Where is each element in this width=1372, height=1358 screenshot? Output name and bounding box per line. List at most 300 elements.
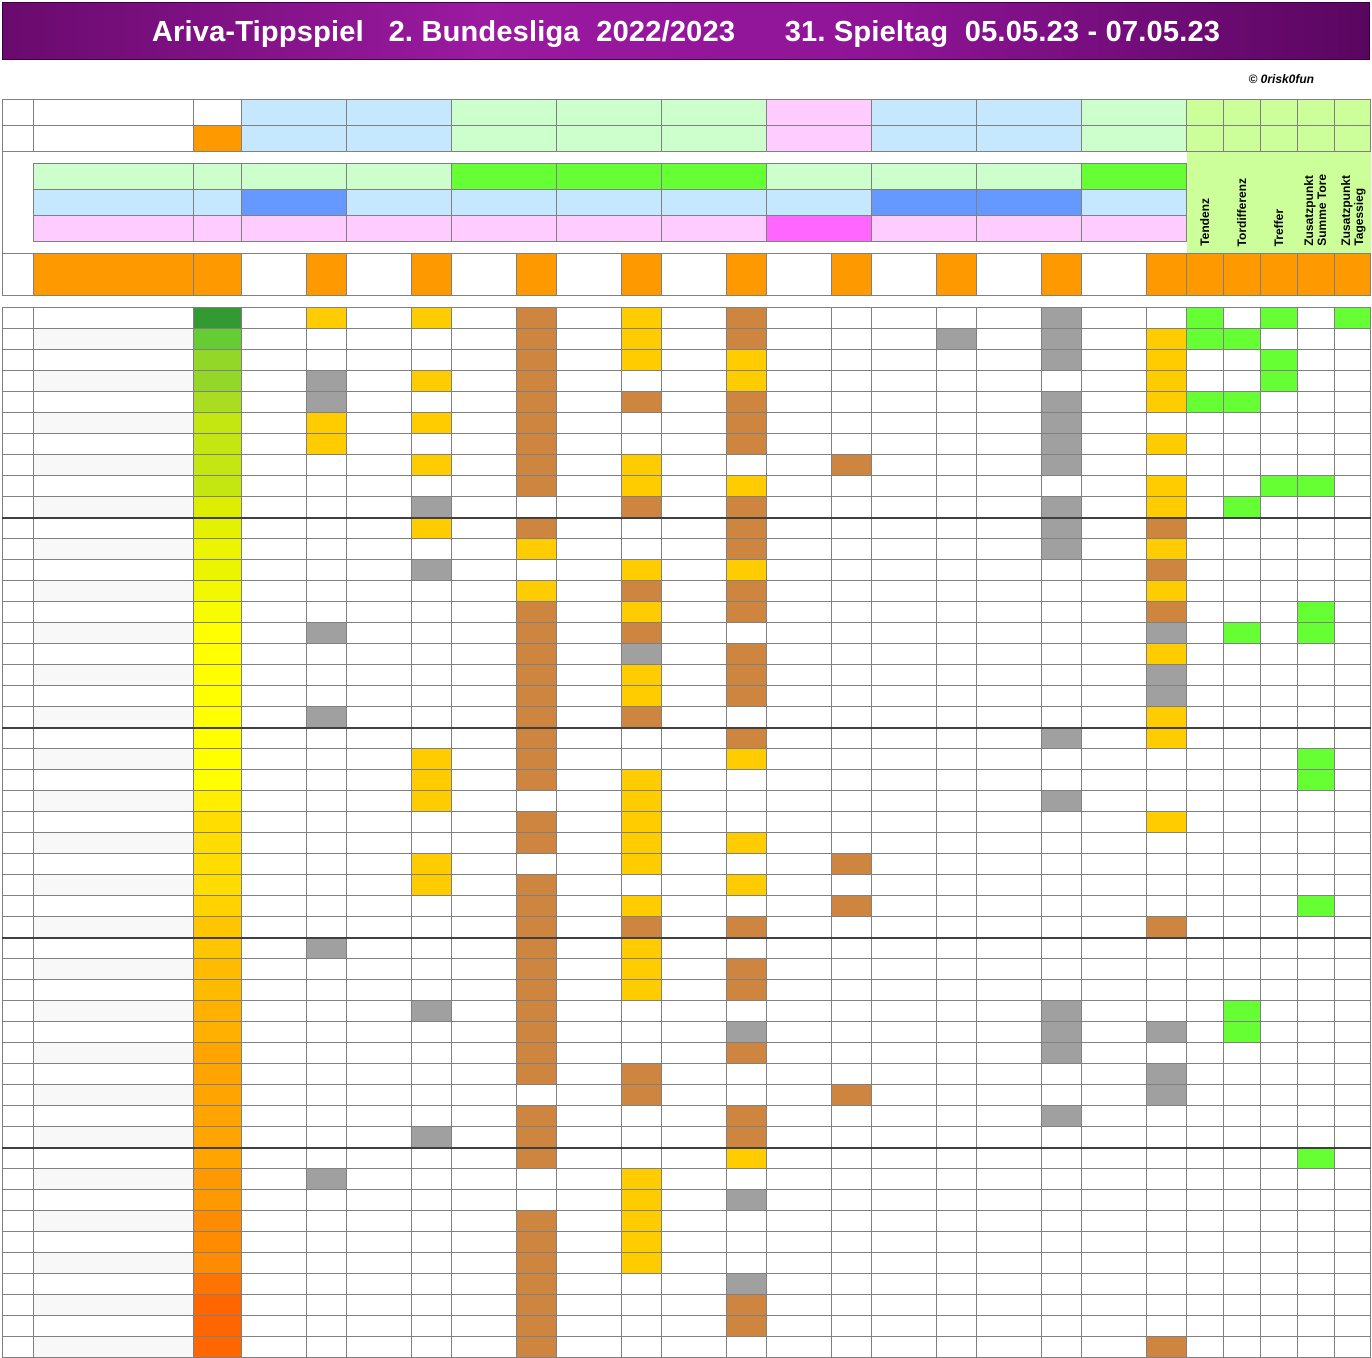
tipper-number xyxy=(3,980,34,1001)
summary-blank xyxy=(194,164,242,190)
tip-points xyxy=(937,1127,977,1148)
tip-points xyxy=(832,1064,872,1085)
tip-points xyxy=(1042,854,1082,875)
tipper-number xyxy=(3,350,34,371)
player-row xyxy=(3,1001,1371,1022)
category-value xyxy=(1187,392,1224,413)
tip-points xyxy=(517,1148,557,1169)
tip-points xyxy=(832,602,872,623)
category-value xyxy=(1298,1211,1335,1232)
game-points xyxy=(832,254,872,296)
tip-score xyxy=(767,1316,832,1337)
tip-points xyxy=(517,686,557,707)
category-value xyxy=(1335,854,1371,875)
player-row xyxy=(3,1232,1371,1253)
points-blank xyxy=(872,254,937,296)
tipper-name xyxy=(34,1232,194,1253)
tip-points xyxy=(412,854,452,875)
tip-points xyxy=(1042,959,1082,980)
player-row xyxy=(3,308,1371,329)
game-name xyxy=(872,100,977,126)
category-value xyxy=(1187,371,1224,392)
game-points xyxy=(622,254,662,296)
spacer xyxy=(3,152,34,254)
category-value xyxy=(1298,749,1335,770)
tip-score xyxy=(977,455,1042,476)
tip-points xyxy=(937,980,977,1001)
tip-score xyxy=(242,623,307,644)
tip-score xyxy=(977,1085,1042,1106)
category-value xyxy=(1261,476,1298,497)
tipper-name xyxy=(34,1064,194,1085)
category-value xyxy=(1224,602,1261,623)
tip-score xyxy=(452,434,517,455)
category-value xyxy=(1261,1211,1298,1232)
day-score xyxy=(194,1148,242,1169)
spacer xyxy=(34,242,242,254)
category-value xyxy=(1298,1148,1335,1169)
tip-points xyxy=(1147,938,1187,959)
tip-score xyxy=(347,1127,412,1148)
player-row xyxy=(3,1295,1371,1316)
tip-points xyxy=(1042,308,1082,329)
tip-points xyxy=(1042,980,1082,1001)
tip-score xyxy=(557,896,622,917)
day-score xyxy=(194,1253,242,1274)
tip-points xyxy=(727,1022,767,1043)
category-value xyxy=(1224,686,1261,707)
tip-points xyxy=(517,350,557,371)
tip-points xyxy=(1042,350,1082,371)
tip-score xyxy=(452,917,517,938)
tip-points xyxy=(622,1148,662,1169)
day-score xyxy=(194,1274,242,1295)
category-value xyxy=(1187,812,1224,833)
standings-table xyxy=(2,99,1371,1358)
tip-score xyxy=(557,350,622,371)
tip-score xyxy=(557,308,622,329)
category-value xyxy=(1335,1022,1371,1043)
tip-score xyxy=(347,1043,412,1064)
tip-score xyxy=(767,1190,832,1211)
points-blank xyxy=(557,254,622,296)
category-value xyxy=(1261,350,1298,371)
tip-score xyxy=(872,1022,937,1043)
tip-score xyxy=(662,1064,727,1085)
tip-score xyxy=(977,434,1042,455)
tip-points xyxy=(622,1043,662,1064)
tip-score xyxy=(347,833,412,854)
tip-points xyxy=(727,1001,767,1022)
tip-score xyxy=(347,812,412,833)
game-result xyxy=(242,126,347,152)
tip-score xyxy=(1082,602,1147,623)
tip-points xyxy=(1042,1316,1082,1337)
game-points xyxy=(517,254,557,296)
tip-points xyxy=(1147,1232,1187,1253)
tipper-name xyxy=(34,602,194,623)
tipper-number xyxy=(3,539,34,560)
tip-score xyxy=(452,581,517,602)
tip-score xyxy=(1082,812,1147,833)
tip-score xyxy=(662,1085,727,1106)
tip-score xyxy=(1082,1316,1147,1337)
tipper-name xyxy=(34,434,194,455)
tip-score xyxy=(662,707,727,728)
tip-points xyxy=(517,413,557,434)
tip-score xyxy=(767,1253,832,1274)
category-value xyxy=(1261,539,1298,560)
tip-score xyxy=(977,917,1042,938)
tip-points xyxy=(1147,980,1187,1001)
category-value xyxy=(1224,1337,1261,1358)
tip-points xyxy=(517,392,557,413)
tip-score xyxy=(1082,1211,1147,1232)
tip-score xyxy=(347,1022,412,1043)
tip-score xyxy=(662,833,727,854)
tip-points xyxy=(727,896,767,917)
points-blank xyxy=(1082,254,1147,296)
tip-points xyxy=(412,560,452,581)
tip-score xyxy=(767,938,832,959)
tip-score xyxy=(662,1043,727,1064)
tip-points xyxy=(517,434,557,455)
spacer xyxy=(3,296,34,308)
tip-score xyxy=(242,938,307,959)
tipper-name xyxy=(34,791,194,812)
tip-score xyxy=(242,476,307,497)
summary-blank xyxy=(194,190,242,216)
category-value xyxy=(1335,728,1371,749)
category-value xyxy=(1335,749,1371,770)
category-value xyxy=(1261,1232,1298,1253)
tip-score xyxy=(347,959,412,980)
player-row xyxy=(3,1316,1371,1337)
tip-points xyxy=(412,413,452,434)
tip-points xyxy=(622,308,662,329)
tip-points xyxy=(1042,329,1082,350)
tipper-number xyxy=(3,644,34,665)
category-value xyxy=(1187,1316,1224,1337)
tipper-name xyxy=(34,560,194,581)
tip-points xyxy=(1147,1253,1187,1274)
category-value xyxy=(1298,1316,1335,1337)
tip-points xyxy=(412,812,452,833)
tip-points xyxy=(832,308,872,329)
tip-score xyxy=(662,791,727,812)
tip-points xyxy=(622,833,662,854)
tip-points xyxy=(937,539,977,560)
tip-score xyxy=(452,497,517,518)
tip-score xyxy=(242,1022,307,1043)
category-value xyxy=(1335,539,1371,560)
tip-points xyxy=(1042,812,1082,833)
tip-score xyxy=(242,770,307,791)
category-points xyxy=(1261,254,1298,296)
tip-score xyxy=(1082,938,1147,959)
category-label xyxy=(1187,152,1224,254)
category-value xyxy=(1261,1022,1298,1043)
tip-points xyxy=(1147,1001,1187,1022)
tipper-number xyxy=(3,749,34,770)
tip-score xyxy=(452,350,517,371)
tip-score xyxy=(662,602,727,623)
tip-points xyxy=(1042,917,1082,938)
tip-points xyxy=(937,770,977,791)
tip-score xyxy=(347,413,412,434)
tip-points xyxy=(622,1232,662,1253)
tip-points xyxy=(1042,560,1082,581)
tip-points xyxy=(1147,1169,1187,1190)
tip-points xyxy=(1147,455,1187,476)
tip-points xyxy=(727,434,767,455)
tipper-number xyxy=(3,1337,34,1358)
tip-points xyxy=(1042,476,1082,497)
tip-score xyxy=(557,1106,622,1127)
day-score xyxy=(194,539,242,560)
category-value xyxy=(1224,1316,1261,1337)
category-value xyxy=(1224,917,1261,938)
day-score xyxy=(194,686,242,707)
player-row xyxy=(3,1274,1371,1295)
tip-points xyxy=(517,1127,557,1148)
spacer xyxy=(977,296,1042,308)
category-value xyxy=(1187,686,1224,707)
tip-score xyxy=(977,518,1042,539)
tip-score xyxy=(347,665,412,686)
tip-score xyxy=(452,602,517,623)
tip-points xyxy=(1042,1085,1082,1106)
tip-count xyxy=(347,216,452,242)
tip-points xyxy=(832,812,872,833)
spacer xyxy=(557,242,662,254)
tip-points xyxy=(412,581,452,602)
category-value xyxy=(1261,560,1298,581)
tipper-number xyxy=(3,560,34,581)
copyright-credit: © 0risk0fun xyxy=(1248,72,1314,86)
tipper-number xyxy=(3,497,34,518)
tip-score xyxy=(767,1274,832,1295)
tip-points xyxy=(412,644,452,665)
tip-score xyxy=(452,329,517,350)
tip-points xyxy=(1147,518,1187,539)
tip-points xyxy=(622,497,662,518)
tip-score xyxy=(242,350,307,371)
player-row xyxy=(3,1064,1371,1085)
tip-score xyxy=(872,455,937,476)
tip-points xyxy=(832,896,872,917)
tip-score xyxy=(977,686,1042,707)
tip-score xyxy=(662,581,727,602)
day-score xyxy=(194,938,242,959)
tip-score xyxy=(872,1337,937,1358)
tip-score xyxy=(767,455,832,476)
tip-score xyxy=(1082,896,1147,917)
tip-score xyxy=(557,665,622,686)
category-value xyxy=(1187,1274,1224,1295)
tip-score xyxy=(557,1316,622,1337)
tip-score xyxy=(452,959,517,980)
tip-points xyxy=(517,623,557,644)
tipper-name xyxy=(34,644,194,665)
category-value xyxy=(1224,875,1261,896)
category-value xyxy=(1261,854,1298,875)
tip-points xyxy=(622,623,662,644)
tip-points xyxy=(727,1316,767,1337)
tip-score xyxy=(347,644,412,665)
tip-score xyxy=(872,476,937,497)
category-value xyxy=(1224,1106,1261,1127)
tip-points xyxy=(517,560,557,581)
tip-score xyxy=(347,308,412,329)
category-value xyxy=(1298,1295,1335,1316)
tip-score xyxy=(1082,1274,1147,1295)
tip-points xyxy=(307,350,347,371)
tipper-name xyxy=(34,1295,194,1316)
tip-score xyxy=(347,329,412,350)
tip-points xyxy=(1042,1253,1082,1274)
tip-points xyxy=(517,1337,557,1358)
category-value xyxy=(1224,1043,1261,1064)
category-value xyxy=(1187,1295,1224,1316)
category-value xyxy=(1298,686,1335,707)
tip-score xyxy=(872,602,937,623)
tip-score xyxy=(347,623,412,644)
tip-score xyxy=(662,1211,727,1232)
player-row xyxy=(3,1337,1371,1358)
tip-score xyxy=(767,896,832,917)
tip-score xyxy=(347,1085,412,1106)
tip-points xyxy=(727,308,767,329)
tip-score xyxy=(557,1127,622,1148)
tip-points xyxy=(1147,413,1187,434)
tip-score xyxy=(662,686,727,707)
tip-score xyxy=(557,1232,622,1253)
category-value xyxy=(1187,1337,1224,1358)
tip-score xyxy=(347,1253,412,1274)
tip-points xyxy=(307,455,347,476)
tip-points xyxy=(1147,581,1187,602)
game-points xyxy=(412,254,452,296)
tip-score xyxy=(242,1127,307,1148)
tip-score xyxy=(767,1148,832,1169)
player-row xyxy=(3,539,1371,560)
spacer xyxy=(347,242,452,254)
spacer xyxy=(1224,296,1261,308)
tip-score xyxy=(557,833,622,854)
spacer xyxy=(412,296,452,308)
tip-points xyxy=(727,497,767,518)
tip-score xyxy=(557,455,622,476)
category-value xyxy=(1261,497,1298,518)
tip-score xyxy=(872,1295,937,1316)
tip-score xyxy=(767,833,832,854)
tip-score xyxy=(977,1316,1042,1337)
tip-score xyxy=(452,392,517,413)
tip-score xyxy=(662,875,727,896)
tip-points xyxy=(622,1274,662,1295)
tip-score xyxy=(347,602,412,623)
tipper-number xyxy=(3,1043,34,1064)
category-value xyxy=(1298,1337,1335,1358)
tip-score xyxy=(662,371,727,392)
tip-score xyxy=(872,350,937,371)
category-value xyxy=(1224,1022,1261,1043)
spacer-row xyxy=(3,242,1371,254)
tip-points xyxy=(622,896,662,917)
tip-points xyxy=(412,518,452,539)
tip-score xyxy=(662,728,727,749)
title-banner xyxy=(2,2,1370,60)
day-score xyxy=(194,602,242,623)
tip-points xyxy=(307,1001,347,1022)
points-blank xyxy=(662,254,727,296)
tip-points xyxy=(727,1190,767,1211)
category-value xyxy=(1224,1190,1261,1211)
category-label xyxy=(1335,152,1371,254)
tip-points xyxy=(1147,749,1187,770)
tip-points xyxy=(937,854,977,875)
tip-points xyxy=(1147,707,1187,728)
tip-score xyxy=(872,392,937,413)
tip-score xyxy=(347,686,412,707)
category-weight xyxy=(1335,126,1371,152)
tip-points xyxy=(307,1253,347,1274)
tip-points xyxy=(517,371,557,392)
category-value xyxy=(1187,497,1224,518)
tipper-name xyxy=(34,371,194,392)
tipper-number xyxy=(3,1148,34,1169)
tip-points xyxy=(727,854,767,875)
tip-points xyxy=(517,812,557,833)
tip-points xyxy=(1147,686,1187,707)
tip-points xyxy=(1147,1043,1187,1064)
day-score xyxy=(194,1316,242,1337)
tip-points xyxy=(937,707,977,728)
category-value xyxy=(1298,980,1335,1001)
category-value xyxy=(1298,1085,1335,1106)
category-value xyxy=(1298,707,1335,728)
tipper-number xyxy=(3,1274,34,1295)
tip-score xyxy=(977,1001,1042,1022)
spacer xyxy=(242,296,307,308)
tip-points xyxy=(412,434,452,455)
day-score xyxy=(194,497,242,518)
category-points xyxy=(1335,254,1371,296)
tip-points xyxy=(832,854,872,875)
tip-score xyxy=(977,875,1042,896)
tip-score xyxy=(1082,686,1147,707)
tip-score xyxy=(347,518,412,539)
tip-count xyxy=(977,164,1082,190)
day-score xyxy=(194,1127,242,1148)
game-points xyxy=(727,254,767,296)
tip-score xyxy=(872,1169,937,1190)
tip-score xyxy=(347,1001,412,1022)
tip-points xyxy=(832,1022,872,1043)
tip-points xyxy=(412,329,452,350)
tip-score xyxy=(452,476,517,497)
tip-score xyxy=(557,581,622,602)
tip-score xyxy=(872,770,937,791)
tip-score xyxy=(1082,392,1147,413)
tip-count xyxy=(1082,164,1187,190)
tip-score xyxy=(557,749,622,770)
tip-score xyxy=(452,812,517,833)
spacer xyxy=(937,296,977,308)
tip-points xyxy=(832,392,872,413)
day-score xyxy=(194,623,242,644)
